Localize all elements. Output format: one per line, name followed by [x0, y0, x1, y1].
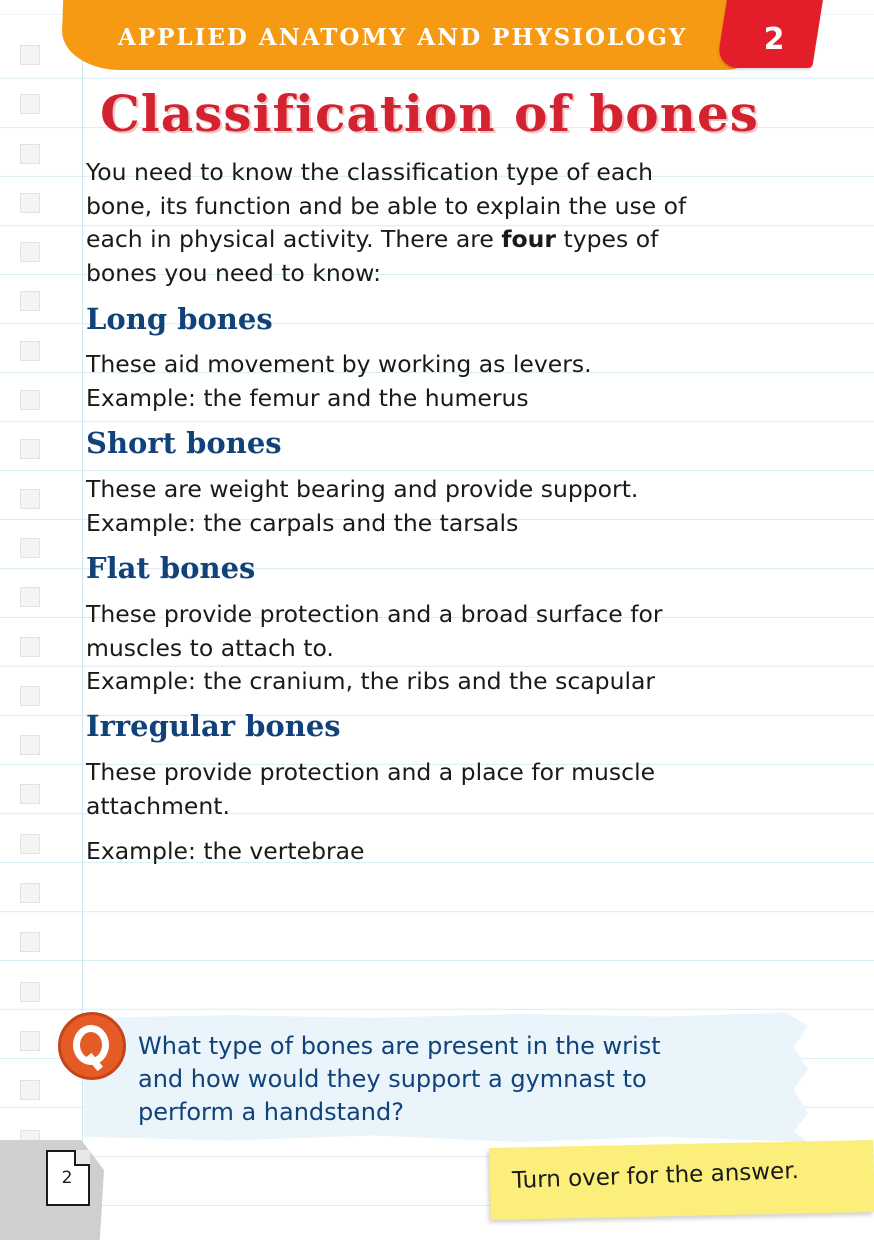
checkbox-column — [20, 45, 42, 1179]
intro-paragraph — [86, 156, 686, 290]
question-text — [138, 1030, 661, 1129]
section-body-irregular-bones — [86, 756, 655, 823]
question-line: What type of bones are present in the wrist — [138, 1032, 661, 1060]
checkbox[interactable] — [20, 45, 40, 65]
checkbox[interactable] — [20, 587, 40, 607]
page-title: Classification of bones — [100, 84, 759, 143]
checkbox[interactable] — [20, 439, 40, 459]
banner-title: APPLIED ANATOMY AND PHYSIOLOGY — [118, 24, 688, 51]
section-line: These provide protection and a place for muscle — [86, 758, 656, 786]
checkbox[interactable] — [20, 144, 40, 164]
intro-line: bones you need to know: — [86, 258, 382, 287]
checkbox[interactable] — [20, 341, 40, 361]
checkbox[interactable] — [20, 489, 40, 509]
section-line: attachment. — [86, 791, 230, 820]
section-line: These are weight bearing and provide support. — [86, 475, 639, 503]
section-heading-irregular-bones: Irregular bones — [86, 709, 341, 743]
section-line: These aid movement by working as levers. — [86, 350, 592, 378]
checkbox[interactable] — [20, 883, 40, 903]
checkbox[interactable] — [20, 1080, 40, 1100]
checkbox[interactable] — [20, 932, 40, 952]
checkbox[interactable] — [20, 193, 40, 213]
checkbox[interactable] — [20, 94, 40, 114]
intro-emphasis: four — [501, 225, 557, 253]
intro-line: You need to know the classification type of each — [86, 158, 654, 186]
page-corner-fold — [74, 1150, 90, 1166]
section-heading-short-bones: Short bones — [86, 426, 282, 460]
checkbox[interactable] — [20, 242, 40, 262]
section-line: muscles to attach to. — [86, 633, 334, 662]
checkbox[interactable] — [20, 1031, 40, 1051]
page-number: 2 — [61, 1168, 73, 1188]
checkbox[interactable] — [20, 637, 40, 657]
section-line: Example: the carpals and the tarsals — [86, 508, 519, 537]
section-line: These provide protection and a broad surface for — [86, 600, 663, 628]
chapter-number: 2 — [763, 22, 785, 57]
checkbox[interactable] — [20, 390, 40, 410]
question-line: and how would they support a gymnast to — [138, 1065, 647, 1093]
q-badge-icon — [58, 1012, 126, 1080]
section-heading-long-bones: Long bones — [86, 302, 273, 336]
section-example-irregular-bones: Example: the vertebrae — [86, 837, 365, 865]
section-body-short-bones — [86, 473, 638, 540]
checkbox[interactable] — [20, 538, 40, 558]
section-line: Example: the cranium, the ribs and the scapular — [86, 667, 656, 695]
question-line: perform a handstand? — [138, 1098, 404, 1126]
checkbox[interactable] — [20, 735, 40, 755]
section-heading-flat-bones: Flat bones — [86, 551, 256, 585]
intro-line: bone, its function and be able to explain the use of — [86, 191, 687, 220]
intro-text: each in physical activity. There are — [86, 225, 502, 253]
section-body-long-bones — [86, 348, 592, 415]
section-line: Example: the femur and the humerus — [86, 383, 529, 412]
checkbox[interactable] — [20, 291, 40, 311]
checkbox[interactable] — [20, 784, 40, 804]
intro-text: types of — [556, 225, 659, 253]
intro-line — [86, 223, 686, 257]
checkbox[interactable] — [20, 686, 40, 706]
section-body-flat-bones — [86, 598, 663, 699]
turn-over-note: Turn over for the answer. — [511, 1158, 800, 1194]
checkbox[interactable] — [20, 834, 40, 854]
checkbox[interactable] — [20, 982, 40, 1002]
